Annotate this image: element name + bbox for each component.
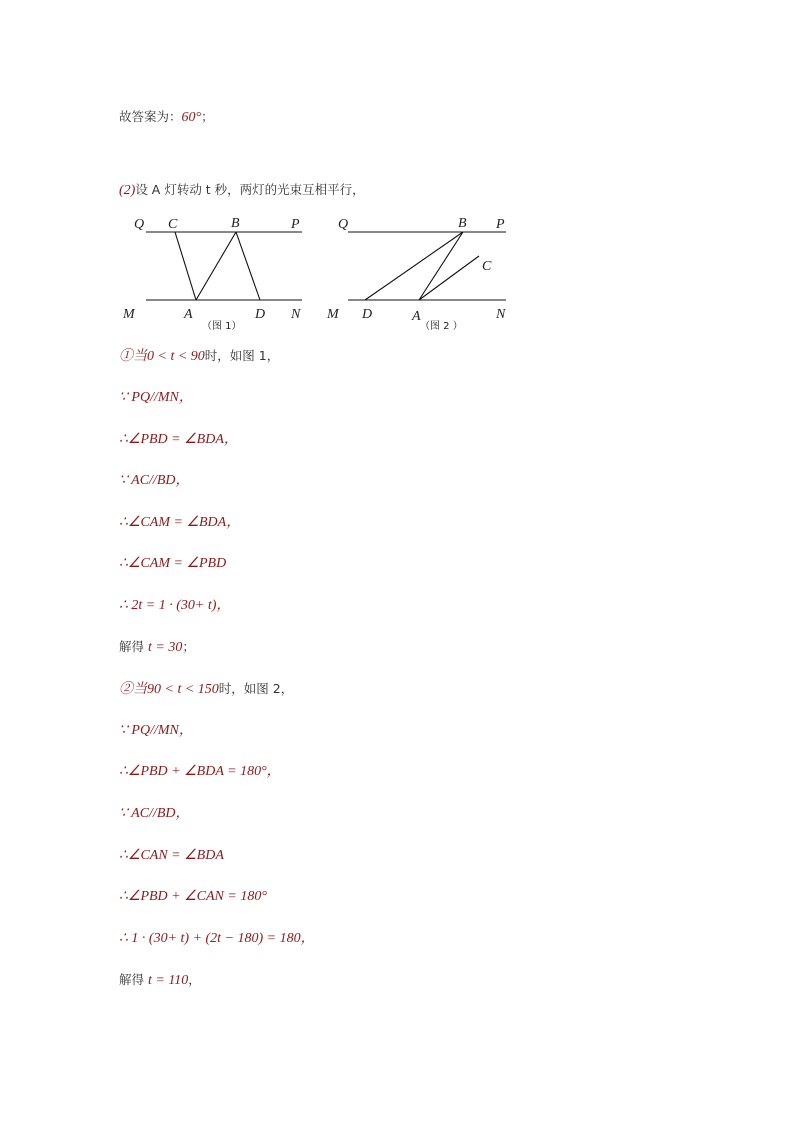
fig2-label-n: N [496, 307, 506, 322]
step-line [119, 472, 190, 490]
geometry-figures [118, 208, 518, 338]
step-math: ∴∠PBD + ∠BDA = 180°， [119, 764, 281, 779]
solution-line [119, 638, 195, 657]
fig1-caption: （图 1） [202, 321, 242, 332]
solution-suffix: ， [188, 972, 201, 987]
fig1-label-n: N [291, 307, 301, 322]
step-math: ∴ 2t = 1 · (30+ t)， [119, 598, 231, 613]
answer-prefix: 故答案为： [119, 109, 182, 124]
case1-header [119, 347, 279, 366]
fig2-label-p: P [496, 217, 505, 232]
case2-text: 时，如图 2， [218, 681, 294, 696]
fig1-segment-ab [196, 232, 236, 300]
step-line [119, 763, 281, 781]
answer-value: 60° [181, 110, 202, 125]
fig2-segment-ab [419, 232, 463, 300]
fig1-label-b: B [231, 216, 240, 231]
fig2-label-d: D [362, 307, 373, 322]
fig1-label-c: C [168, 217, 178, 232]
step-line [119, 514, 240, 532]
solution-line [119, 971, 201, 990]
figure-1 [146, 232, 302, 300]
fig2-label-q: Q [338, 217, 349, 232]
fig2-segment-ac [419, 256, 479, 300]
step-math: ∴ 1 · (30+ t) + (2t − 180) = 180， [119, 931, 315, 946]
solution-suffix: ； [182, 639, 195, 654]
solution-prefix: 解得 [119, 639, 148, 654]
fig2-segment-db [365, 232, 463, 300]
fig2-label-a: A [412, 309, 421, 324]
step-line [119, 555, 226, 573]
fig1-label-m: M [123, 307, 135, 322]
part2-text: 设 A 灯转动 t 秒，两灯的光束互相平行， [135, 182, 365, 197]
step-line [119, 722, 193, 740]
step-math: ∴∠CAN = ∠BDA [119, 848, 224, 863]
step-line [119, 847, 224, 865]
fig2-label-c: C [482, 259, 492, 274]
fig2-caption: （图 2 ） [420, 321, 463, 332]
case2-condition: ②当90 < t < 150 [119, 682, 219, 697]
answer-line [119, 108, 214, 127]
step-line [119, 431, 238, 449]
case2-header [119, 680, 293, 699]
fig1-label-a: A [184, 307, 193, 322]
step-line [119, 888, 267, 906]
solution-value: t = 30 [147, 640, 183, 655]
step-line [119, 805, 190, 823]
step-math: ∵ AC//BD， [119, 806, 190, 821]
step-math: ∴∠CAM = ∠PBD [119, 556, 227, 571]
step-line [119, 597, 230, 615]
fig1-label-q: Q [134, 217, 145, 232]
case1-text: 时，如图 1， [204, 348, 280, 363]
fig1-label-p: P [291, 217, 300, 232]
solution-prefix: 解得 [119, 972, 148, 987]
fig1-segment-bd [236, 232, 260, 300]
step-math: ∵ PQ//MN， [119, 723, 193, 738]
fig1-segment-ca [175, 232, 196, 300]
figures-svg [118, 208, 518, 338]
case1-condition: ①当0 < t < 90 [119, 349, 205, 364]
answer-suffix: ； [201, 109, 214, 124]
fig2-label-b: B [458, 216, 467, 231]
step-math: ∴∠CAM = ∠BDA， [119, 515, 241, 530]
fig2-label-m: M [327, 307, 339, 322]
step-math: ∴∠PBD + ∠CAN = 180° [119, 889, 267, 904]
step-math: ∴∠PBD = ∠BDA， [119, 432, 238, 447]
part2-number: (2) [119, 183, 136, 198]
solution-value: t = 110 [147, 973, 189, 988]
part2-intro [119, 181, 365, 200]
step-line [119, 389, 193, 407]
step-math: ∵ AC//BD， [119, 473, 190, 488]
step-line [119, 930, 315, 948]
step-math: ∵ PQ//MN， [119, 390, 193, 405]
fig1-label-d: D [255, 307, 266, 322]
